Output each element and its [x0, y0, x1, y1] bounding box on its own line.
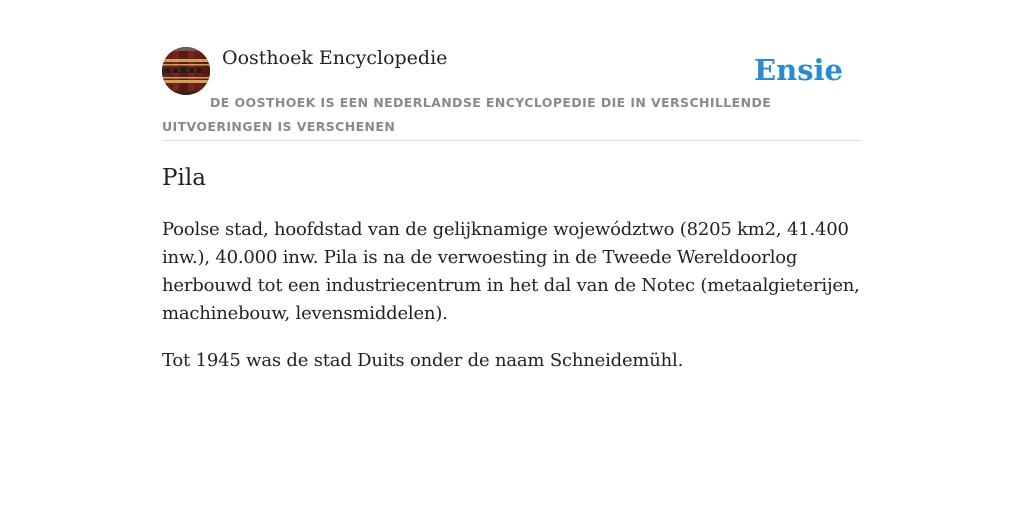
article-paragraph: Tot 1945 was de stad Duits onder de naam Schneidemühl. — [162, 350, 684, 371]
article-title: Pila — [162, 165, 206, 191]
article-body — [162, 216, 864, 394]
site-tagline: DE OOSTHOEK IS EEN NEDERLANDSE ENCYCLOPEDIE DIE IN VERSCHILLENDE UITVOERINGEN IS VERSCHENEN — [162, 95, 772, 134]
site-header — [162, 46, 862, 141]
encyclopedia-books-icon[interactable] — [162, 47, 210, 95]
brand-logo[interactable]: Ensie — [754, 53, 843, 87]
article-paragraph: Poolse stad, hoofdstad van de gelijknamige województwo (8205 km2, 41.400 inw.), 40.000 inw. Pila is na de verwoesting in de Tweede Wereldoorlog herbouwd tot een industriecentrum in het dal van de Notec (metaalgieterijen, machinebouw, levensmiddelen). — [162, 219, 860, 324]
site-title[interactable]: Oosthoek Encyclopedie — [222, 47, 448, 69]
